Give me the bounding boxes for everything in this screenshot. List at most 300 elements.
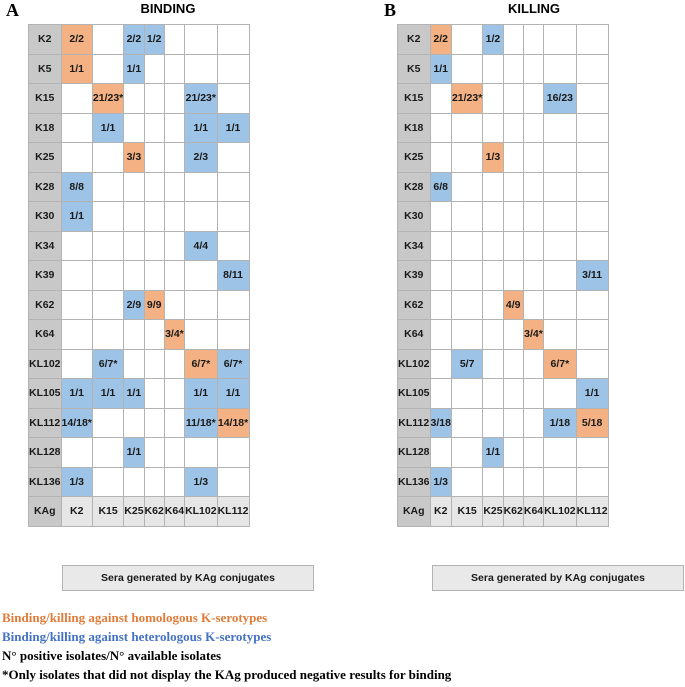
killing-table [397, 24, 609, 527]
empty-cell [483, 261, 503, 291]
empty-cell [544, 290, 577, 320]
empty-cell [503, 84, 523, 114]
table-row [398, 143, 609, 173]
empty-cell [61, 290, 92, 320]
table-row [29, 143, 250, 173]
empty-cell [451, 54, 482, 84]
empty-cell [503, 261, 523, 291]
empty-cell [124, 84, 144, 114]
empty-cell [451, 379, 482, 409]
column-header: K64 [523, 497, 543, 527]
empty-cell [124, 231, 144, 261]
empty-cell [523, 113, 543, 143]
heterologous-cell: 6/7* [217, 349, 249, 379]
empty-cell [92, 320, 123, 350]
heterologous-cell: 6/7* [92, 349, 123, 379]
empty-cell [576, 349, 608, 379]
empty-cell [523, 84, 543, 114]
empty-cell [576, 202, 608, 232]
empty-cell [483, 349, 503, 379]
empty-cell [164, 143, 184, 173]
row-header: K39 [29, 261, 62, 291]
legend-ratio-note: N° positive isolates/N° available isolates [2, 648, 222, 663]
empty-cell [124, 467, 144, 497]
empty-cell [503, 379, 523, 409]
empty-cell [523, 172, 543, 202]
kag-axis-label: KAg [398, 497, 431, 527]
column-header: K62 [144, 497, 164, 527]
heterologous-cell: 1/1 [61, 202, 92, 232]
empty-cell [523, 379, 543, 409]
empty-cell [61, 143, 92, 173]
empty-cell [503, 320, 523, 350]
empty-cell [92, 172, 123, 202]
table-row [398, 408, 609, 438]
column-header: K64 [164, 497, 184, 527]
empty-cell [61, 438, 92, 468]
empty-cell [185, 320, 218, 350]
empty-cell [430, 290, 451, 320]
table-row [29, 54, 250, 84]
heterologous-cell: 1/1 [217, 379, 249, 409]
heterologous-cell: 1/18 [544, 408, 577, 438]
empty-cell [576, 143, 608, 173]
heterologous-cell: 1/1 [92, 379, 123, 409]
empty-cell [503, 25, 523, 55]
column-header: K25 [483, 497, 503, 527]
panel-letter-b: B [384, 0, 397, 20]
homologous-cell: 6/7* [544, 349, 577, 379]
homologous-cell: 21/23* [451, 84, 482, 114]
empty-cell [185, 438, 218, 468]
empty-cell [144, 349, 164, 379]
table-row [398, 25, 609, 55]
empty-cell [503, 408, 523, 438]
empty-cell [503, 231, 523, 261]
heterologous-cell: 21/23* [185, 84, 218, 114]
empty-cell [523, 349, 543, 379]
row-header: KL112 [398, 408, 431, 438]
empty-cell [576, 84, 608, 114]
empty-cell [164, 84, 184, 114]
empty-cell [185, 261, 218, 291]
killing-title: KILLING [508, 1, 560, 16]
empty-cell [483, 202, 503, 232]
empty-cell [61, 349, 92, 379]
empty-cell [217, 84, 249, 114]
heterologous-cell: 5/7 [451, 349, 482, 379]
empty-cell [576, 25, 608, 55]
empty-cell [217, 143, 249, 173]
heterologous-cell: 1/1 [483, 438, 503, 468]
empty-cell [217, 467, 249, 497]
heterologous-cell: 14/18* [61, 408, 92, 438]
empty-cell [164, 438, 184, 468]
binding-table [28, 24, 250, 527]
empty-cell [544, 113, 577, 143]
panel-letter-a: A [6, 0, 19, 20]
empty-cell [576, 438, 608, 468]
heterologous-cell: 1/2 [144, 25, 164, 55]
empty-cell [451, 408, 482, 438]
row-header: K2 [398, 25, 431, 55]
empty-cell [523, 438, 543, 468]
homologous-cell: 14/18* [217, 408, 249, 438]
empty-cell [144, 113, 164, 143]
empty-cell [430, 349, 451, 379]
row-header: KL102 [398, 349, 431, 379]
empty-cell [544, 379, 577, 409]
heterologous-cell: 1/1 [92, 113, 123, 143]
table-row [398, 172, 609, 202]
heterologous-cell: 3/11 [576, 261, 608, 291]
empty-cell [544, 438, 577, 468]
heterologous-cell: 1/1 [185, 113, 218, 143]
table-row [29, 320, 250, 350]
table-row [29, 290, 250, 320]
empty-cell [217, 54, 249, 84]
legend [2, 608, 451, 684]
empty-cell [483, 290, 503, 320]
empty-cell [164, 172, 184, 202]
table-row [29, 113, 250, 143]
row-header: K34 [398, 231, 431, 261]
homologous-cell: 1/3 [483, 143, 503, 173]
table-row [398, 379, 609, 409]
heterologous-cell: 11/18* [185, 408, 218, 438]
empty-cell [451, 202, 482, 232]
row-header: K64 [398, 320, 431, 350]
table-row [398, 438, 609, 468]
heterologous-cell: 1/3 [61, 467, 92, 497]
column-header: K2 [61, 497, 92, 527]
empty-cell [483, 408, 503, 438]
row-header: K18 [398, 113, 431, 143]
row-header: K25 [29, 143, 62, 173]
sera-caption-b: Sera generated by KAg conjugates [432, 565, 684, 591]
empty-cell [185, 202, 218, 232]
row-header: K28 [398, 172, 431, 202]
empty-cell [430, 438, 451, 468]
empty-cell [92, 408, 123, 438]
empty-cell [92, 202, 123, 232]
empty-cell [217, 231, 249, 261]
row-header: K39 [398, 261, 431, 291]
row-header: K30 [398, 202, 431, 232]
binding-title: BINDING [140, 1, 196, 16]
column-header: KL102 [544, 497, 577, 527]
table-row [398, 113, 609, 143]
empty-cell [451, 143, 482, 173]
table-row [398, 467, 609, 497]
table-row [29, 202, 250, 232]
empty-cell [430, 320, 451, 350]
empty-cell [544, 25, 577, 55]
heterologous-cell: 1/1 [61, 379, 92, 409]
column-header: K2 [430, 497, 451, 527]
column-header-row [29, 497, 250, 527]
heterologous-cell: 1/3 [185, 467, 218, 497]
empty-cell [92, 261, 123, 291]
empty-cell [61, 320, 92, 350]
heterologous-cell: 4/4 [185, 231, 218, 261]
table-row [29, 231, 250, 261]
table-row [29, 25, 250, 55]
heterologous-cell: 2/2 [124, 25, 144, 55]
homologous-cell: 3/4* [523, 320, 543, 350]
empty-cell [92, 54, 123, 84]
empty-cell [544, 467, 577, 497]
heterologous-cell: 2/9 [124, 290, 144, 320]
empty-cell [503, 349, 523, 379]
empty-cell [92, 143, 123, 173]
empty-cell [144, 84, 164, 114]
empty-cell [164, 467, 184, 497]
row-header: K2 [29, 25, 62, 55]
empty-cell [483, 379, 503, 409]
empty-cell [185, 172, 218, 202]
empty-cell [523, 290, 543, 320]
empty-cell [451, 290, 482, 320]
table-row [29, 349, 250, 379]
heterologous-cell: 1/1 [217, 113, 249, 143]
homologous-cell: 21/23* [92, 84, 123, 114]
empty-cell [61, 113, 92, 143]
row-header: K15 [29, 84, 62, 114]
empty-cell [144, 231, 164, 261]
kag-axis-label: KAg [29, 497, 62, 527]
column-header: KL102 [185, 497, 218, 527]
empty-cell [544, 261, 577, 291]
empty-cell [185, 290, 218, 320]
homologous-cell: 3/4* [164, 320, 184, 350]
empty-cell [503, 438, 523, 468]
empty-cell [185, 25, 218, 55]
empty-cell [483, 113, 503, 143]
empty-cell [576, 467, 608, 497]
row-header: KL105 [398, 379, 431, 409]
empty-cell [61, 84, 92, 114]
empty-cell [217, 290, 249, 320]
empty-cell [124, 261, 144, 291]
empty-cell [164, 408, 184, 438]
heterologous-cell: 1/2 [483, 25, 503, 55]
empty-cell [503, 54, 523, 84]
empty-cell [217, 202, 249, 232]
empty-cell [451, 172, 482, 202]
heterologous-cell: 8/8 [61, 172, 92, 202]
empty-cell [576, 290, 608, 320]
homologous-cell: 2/2 [430, 25, 451, 55]
empty-cell [92, 438, 123, 468]
table-row [398, 54, 609, 84]
column-header: K15 [451, 497, 482, 527]
row-header: KL128 [29, 438, 62, 468]
homologous-cell: 6/7* [185, 349, 218, 379]
empty-cell [483, 467, 503, 497]
column-header-row [398, 497, 609, 527]
empty-cell [144, 467, 164, 497]
empty-cell [164, 25, 184, 55]
table-row [29, 379, 250, 409]
column-header: K15 [92, 497, 123, 527]
table-row [29, 84, 250, 114]
row-header: KL105 [29, 379, 62, 409]
homologous-cell: 2/2 [61, 25, 92, 55]
empty-cell [124, 113, 144, 143]
empty-cell [144, 438, 164, 468]
homologous-cell: 5/18 [576, 408, 608, 438]
empty-cell [483, 172, 503, 202]
empty-cell [164, 54, 184, 84]
empty-cell [503, 113, 523, 143]
empty-cell [523, 143, 543, 173]
table-row [398, 231, 609, 261]
empty-cell [430, 202, 451, 232]
empty-cell [217, 438, 249, 468]
empty-cell [544, 231, 577, 261]
row-header: K5 [398, 54, 431, 84]
row-header: K25 [398, 143, 431, 173]
empty-cell [451, 113, 482, 143]
empty-cell [144, 261, 164, 291]
empty-cell [503, 467, 523, 497]
empty-cell [144, 143, 164, 173]
table-row [398, 84, 609, 114]
empty-cell [576, 172, 608, 202]
empty-cell [523, 25, 543, 55]
empty-cell [576, 231, 608, 261]
empty-cell [124, 202, 144, 232]
empty-cell [483, 54, 503, 84]
empty-cell [144, 408, 164, 438]
empty-cell [164, 113, 184, 143]
empty-cell [217, 172, 249, 202]
table-row [398, 202, 609, 232]
empty-cell [523, 54, 543, 84]
table-row [398, 290, 609, 320]
empty-cell [164, 379, 184, 409]
empty-cell [576, 54, 608, 84]
homologous-cell: 9/9 [144, 290, 164, 320]
row-header: K5 [29, 54, 62, 84]
empty-cell [164, 290, 184, 320]
table-row [29, 438, 250, 468]
empty-cell [430, 379, 451, 409]
empty-cell [576, 320, 608, 350]
row-header: K18 [29, 113, 62, 143]
heterologous-cell: 1/1 [124, 379, 144, 409]
empty-cell [185, 54, 218, 84]
column-header: K62 [503, 497, 523, 527]
empty-cell [144, 172, 164, 202]
table-row [29, 408, 250, 438]
empty-cell [124, 349, 144, 379]
empty-cell [144, 202, 164, 232]
empty-cell [124, 320, 144, 350]
empty-cell [544, 320, 577, 350]
legend-homologous: Binding/killing against homologous K-serotypes [2, 610, 268, 625]
heterologous-cell: 1/1 [185, 379, 218, 409]
table-row [398, 261, 609, 291]
empty-cell [576, 113, 608, 143]
empty-cell [523, 231, 543, 261]
empty-cell [217, 25, 249, 55]
empty-cell [523, 261, 543, 291]
empty-cell [144, 379, 164, 409]
row-header: KL136 [29, 467, 62, 497]
empty-cell [523, 202, 543, 232]
row-header: K62 [398, 290, 431, 320]
empty-cell [544, 54, 577, 84]
legend-asterisk-note: *Only isolates that did not display the KAg produced negative results for binding [2, 667, 452, 682]
heterologous-cell: 1/1 [124, 54, 144, 84]
row-header: K15 [398, 84, 431, 114]
empty-cell [164, 231, 184, 261]
row-header: KL102 [29, 349, 62, 379]
empty-cell [92, 25, 123, 55]
heterologous-cell: 16/23 [544, 84, 577, 114]
empty-cell [451, 25, 482, 55]
empty-cell [483, 84, 503, 114]
table-row [398, 320, 609, 350]
empty-cell [124, 172, 144, 202]
empty-cell [430, 261, 451, 291]
empty-cell [451, 320, 482, 350]
empty-cell [92, 231, 123, 261]
empty-cell [544, 172, 577, 202]
heterologous-cell: 8/11 [217, 261, 249, 291]
empty-cell [124, 408, 144, 438]
heterologous-cell: 6/8 [430, 172, 451, 202]
empty-cell [92, 290, 123, 320]
empty-cell [144, 54, 164, 84]
empty-cell [144, 320, 164, 350]
column-header: K25 [124, 497, 144, 527]
heterologous-cell: 1/3 [430, 467, 451, 497]
homologous-cell: 1/1 [61, 54, 92, 84]
row-header: K30 [29, 202, 62, 232]
column-header: KL112 [576, 497, 608, 527]
legend-heterologous: Binding/killing against heterologous K-serotypes [2, 629, 272, 644]
empty-cell [544, 202, 577, 232]
empty-cell [430, 143, 451, 173]
homologous-cell: 3/3 [124, 143, 144, 173]
empty-cell [503, 202, 523, 232]
row-header: KL112 [29, 408, 62, 438]
empty-cell [523, 408, 543, 438]
row-header: K64 [29, 320, 62, 350]
empty-cell [451, 231, 482, 261]
table-row [29, 261, 250, 291]
empty-cell [503, 143, 523, 173]
empty-cell [483, 320, 503, 350]
table-row [29, 467, 250, 497]
empty-cell [61, 231, 92, 261]
empty-cell [430, 84, 451, 114]
empty-cell [164, 349, 184, 379]
empty-cell [451, 261, 482, 291]
empty-cell [430, 231, 451, 261]
empty-cell [483, 231, 503, 261]
heterologous-cell: 1/1 [576, 379, 608, 409]
empty-cell [503, 172, 523, 202]
empty-cell [164, 261, 184, 291]
heterologous-cell: 1/1 [430, 54, 451, 84]
heterologous-cell: 1/1 [124, 438, 144, 468]
homologous-cell: 4/9 [503, 290, 523, 320]
column-header: KL112 [217, 497, 249, 527]
